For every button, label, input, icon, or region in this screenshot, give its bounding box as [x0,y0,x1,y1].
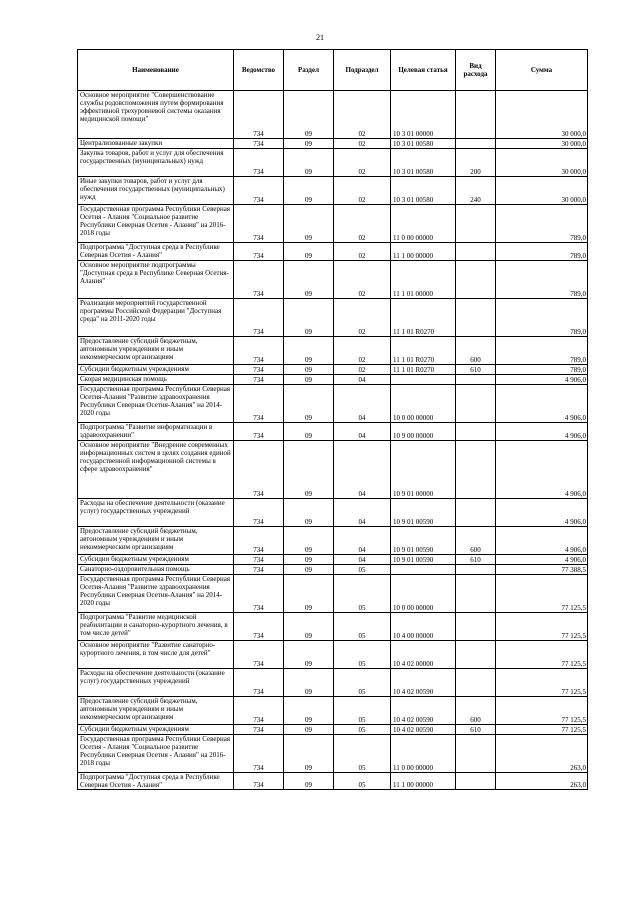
cell-vid-rashoda [456,669,496,697]
cell-podrazdel: 05 [334,641,391,669]
cell-podrazdel: 04 [334,385,391,423]
table-row [78,243,588,261]
table-row [78,725,588,735]
cell-celevaya-statya: 10 4 02 00000 [391,641,456,669]
cell-summa: 789,0 [496,243,588,261]
cell-razdel: 09 [284,139,334,149]
cell-vid-rashoda [456,499,496,527]
cell-celevaya-statya: 11 1 01 R0270 [391,337,456,365]
cell-summa: 4 906,0 [496,441,588,499]
cell-name: Расходы на обеспечение деятельности (оказание услуг) государственных учреждений [78,499,234,527]
cell-podrazdel: 04 [334,527,391,555]
cell-razdel: 09 [284,735,334,773]
cell-summa: 77 125,5 [496,725,588,735]
table-row [78,499,588,527]
cell-celevaya-statya: 10 0 00 00000 [391,575,456,613]
cell-razdel: 09 [284,423,334,441]
cell-name: Основное мероприятие "Развитие санаторно-курортного лечения, в том числе для детей" [78,641,234,669]
cell-celevaya-statya: 10 0 00 00000 [391,385,456,423]
cell-vid-rashoda [456,243,496,261]
cell-podrazdel: 02 [334,365,391,375]
cell-vedomstvo: 734 [234,575,284,613]
cell-razdel: 09 [284,261,334,299]
cell-name: Государственная программа Республики Северная Осетия-Алания "Развитие здравоохранения Республики Северная Осетия-Алания" на 2014-2020 годы [78,385,234,423]
cell-celevaya-statya: 10 4 00 00000 [391,613,456,641]
cell-vid-rashoda: 610 [456,365,496,375]
table-row [78,385,588,423]
cell-name: Закупка товаров, работ и услуг для обеспечения государственных (муниципальных) нужд [78,149,234,177]
cell-name: Основное мероприятие "Внедрение современных информационных систем в целях создания единой государственной информационной системы в сфере здравоохранения" [78,441,234,499]
cell-vid-rashoda [456,575,496,613]
cell-name: Реализация мероприятий государственной программы Российской Федерации "Доступная среда" на 2011-2020 годы [78,299,234,337]
cell-name: Государственная программа Республики Северная Осетия-Алания "Развитие здравоохранения Республики Северная Осетия-Алания" на 2014-2020 годы [78,575,234,613]
cell-razdel: 09 [284,177,334,205]
cell-podrazdel: 02 [334,177,391,205]
cell-celevaya-statya: 10 9 01 00590 [391,527,456,555]
cell-podrazdel: 05 [334,669,391,697]
cell-podrazdel: 05 [334,565,391,575]
cell-name: Субсидии бюджетным учреждениям [78,725,234,735]
table-row [78,91,588,139]
cell-celevaya-statya: 10 4 02 00590 [391,697,456,725]
cell-summa: 30 000,0 [496,177,588,205]
cell-podrazdel: 04 [334,441,391,499]
cell-vid-rashoda [456,139,496,149]
cell-vedomstvo: 734 [234,735,284,773]
cell-vid-rashoda: 600 [456,697,496,725]
cell-summa: 4 906,0 [496,527,588,555]
cell-vedomstvo: 734 [234,697,284,725]
cell-vid-rashoda [456,423,496,441]
cell-podrazdel: 02 [334,243,391,261]
table-row [78,555,588,565]
cell-podrazdel: 05 [334,613,391,641]
table-row [78,337,588,365]
table-row [78,773,588,790]
cell-razdel: 09 [284,555,334,565]
cell-vedomstvo: 734 [234,725,284,735]
cell-summa: 77 125,5 [496,697,588,725]
cell-summa: 4 906,0 [496,499,588,527]
cell-summa: 789,0 [496,365,588,375]
cell-name: Предоставление субсидий бюджетным, автономным учреждениям и иным некоммерческим организациям [78,337,234,365]
cell-podrazdel: 04 [334,555,391,565]
cell-summa: 77 125,5 [496,641,588,669]
table-row [78,575,588,613]
table-row [78,365,588,375]
cell-celevaya-statya: 10 3 01 00580 [391,149,456,177]
cell-razdel: 09 [284,499,334,527]
table-row [78,375,588,385]
cell-podrazdel: 05 [334,773,391,790]
cell-podrazdel: 04 [334,375,391,385]
cell-summa: 30 000,0 [496,91,588,139]
cell-podrazdel: 02 [334,149,391,177]
cell-name: Централизованные закупки [78,139,234,149]
cell-celevaya-statya: 11 0 00 00000 [391,735,456,773]
cell-vedomstvo: 734 [234,527,284,555]
cell-razdel: 09 [284,375,334,385]
cell-celevaya-statya: 11 1 00 00000 [391,773,456,790]
cell-vedomstvo: 734 [234,337,284,365]
cell-vid-rashoda [456,773,496,790]
cell-razdel: 09 [284,205,334,243]
cell-summa: 263,0 [496,773,588,790]
cell-razdel: 09 [284,527,334,555]
cell-podrazdel: 05 [334,575,391,613]
cell-podrazdel: 05 [334,725,391,735]
cell-vid-rashoda [456,375,496,385]
table-row [78,177,588,205]
cell-name: Государственная программа Республики Северная Осетия - Алания "Социальное развитие Республики Северная Осетия - Алания" на 2016-2018 годы [78,735,234,773]
cell-name: Субсидии бюджетным учреждениям [78,555,234,565]
cell-celevaya-statya: 11 1 01 R0270 [391,365,456,375]
cell-celevaya-statya [391,375,456,385]
cell-celevaya-statya: 10 9 01 00590 [391,555,456,565]
cell-podrazdel: 04 [334,423,391,441]
cell-vid-rashoda [456,299,496,337]
cell-razdel: 09 [284,385,334,423]
cell-razdel: 09 [284,91,334,139]
cell-summa: 77 125,5 [496,669,588,697]
cell-razdel: 09 [284,565,334,575]
cell-summa: 789,0 [496,205,588,243]
cell-vedomstvo: 734 [234,641,284,669]
cell-vid-rashoda [456,565,496,575]
cell-vedomstvo: 734 [234,441,284,499]
cell-vedomstvo: 734 [234,423,284,441]
cell-vedomstvo: 734 [234,669,284,697]
cell-razdel: 09 [284,641,334,669]
cell-podrazdel: 02 [334,139,391,149]
cell-vedomstvo: 734 [234,555,284,565]
cell-summa: 789,0 [496,299,588,337]
cell-razdel: 09 [284,365,334,375]
cell-summa: 77 388,5 [496,565,588,575]
cell-summa: 77 125,5 [496,575,588,613]
cell-razdel: 09 [284,669,334,697]
cell-summa: 263,0 [496,735,588,773]
table-row [78,139,588,149]
cell-razdel: 09 [284,725,334,735]
cell-name: Подпрограмма "Развитие медицинской реабилитации и санаторно-курортного лечения, в том числе детей" [78,613,234,641]
cell-vid-rashoda [456,641,496,669]
cell-vedomstvo: 734 [234,565,284,575]
cell-celevaya-statya [391,565,456,575]
cell-name: Основное мероприятие подпрограммы "Доступная среда в Республике Северная Осетия-Алания" [78,261,234,299]
cell-name: Предоставление субсидий бюджетным, автономным учреждениям и иным некоммерческим организациям [78,697,234,725]
table-row [78,565,588,575]
cell-vid-rashoda [456,441,496,499]
cell-vid-rashoda [456,205,496,243]
cell-razdel: 09 [284,575,334,613]
cell-vedomstvo: 734 [234,149,284,177]
cell-summa: 4 906,0 [496,555,588,565]
cell-razdel: 09 [284,697,334,725]
cell-podrazdel: 02 [334,337,391,365]
cell-name: Подпрограмма "Развитие информатизации в здравоохранении" [78,423,234,441]
header-vedomstvo: Ведомство [234,50,284,91]
cell-vid-rashoda: 200 [456,149,496,177]
cell-vid-rashoda [456,261,496,299]
cell-name: Субсидии бюджетным учреждениям [78,365,234,375]
cell-vid-rashoda: 610 [456,725,496,735]
cell-summa: 789,0 [496,337,588,365]
table-row [78,669,588,697]
cell-vedomstvo: 734 [234,613,284,641]
header-vid-rashoda: Вид расхода [456,50,496,91]
cell-vid-rashoda: 600 [456,527,496,555]
cell-name: Основное мероприятие "Совершенствование службы родовспоможения путем формирования эффективной трехуровневой системы оказания медицинской помощи" [78,91,234,139]
cell-vid-rashoda [456,91,496,139]
cell-razdel: 09 [284,441,334,499]
cell-summa: 30 000,0 [496,139,588,149]
cell-podrazdel: 02 [334,299,391,337]
cell-name: Государственная программа Республики Северная Осетия - Алания "Социальное развитие Республики Северная Осетия - Алания" на 2016-2018 годы [78,205,234,243]
table-row [78,423,588,441]
cell-vedomstvo: 734 [234,205,284,243]
cell-name: Предоставление субсидий бюджетным, автономным учреждениям и иным некоммерческим организациям [78,527,234,555]
cell-vid-rashoda [456,385,496,423]
table-row [78,641,588,669]
table-row [78,527,588,555]
cell-podrazdel: 02 [334,91,391,139]
cell-name: Иные закупки товаров, работ и услуг для обеспечения государственных (муниципальных) нужд [78,177,234,205]
cell-razdel: 09 [284,613,334,641]
cell-razdel: 09 [284,149,334,177]
table-row [78,299,588,337]
cell-celevaya-statya: 11 1 01 R0270 [391,299,456,337]
header-celevaya-statya: Целевая статья [391,50,456,91]
cell-vedomstvo: 734 [234,299,284,337]
cell-celevaya-statya: 11 1 01 00000 [391,261,456,299]
cell-summa: 4 906,0 [496,375,588,385]
cell-celevaya-statya: 11 1 00 00000 [391,243,456,261]
cell-vedomstvo: 734 [234,375,284,385]
header-summa: Сумма [496,50,588,91]
table-row [78,441,588,499]
cell-summa: 30 000,0 [496,149,588,177]
table-header-row [78,50,588,91]
header-name: Наименование [78,50,234,91]
cell-vedomstvo: 734 [234,261,284,299]
header-podrazdel: Подраздел [334,50,391,91]
cell-podrazdel: 04 [334,499,391,527]
cell-celevaya-statya: 10 4 02 00590 [391,725,456,735]
cell-vid-rashoda: 610 [456,555,496,565]
cell-razdel: 09 [284,337,334,365]
cell-celevaya-statya: 10 3 01 00580 [391,177,456,205]
cell-vedomstvo: 734 [234,139,284,149]
cell-vedomstvo: 734 [234,385,284,423]
cell-summa: 4 906,0 [496,385,588,423]
cell-name: Расходы на обеспечение деятельности (оказание услуг) государственных учреждений [78,669,234,697]
table-row [78,149,588,177]
cell-celevaya-statya: 10 3 01 00580 [391,139,456,149]
table-row [78,613,588,641]
cell-summa: 789,0 [496,261,588,299]
table-row [78,205,588,243]
cell-celevaya-statya: 10 9 00 00000 [391,423,456,441]
table-row [78,261,588,299]
cell-vedomstvo: 734 [234,773,284,790]
cell-vedomstvo: 734 [234,243,284,261]
cell-razdel: 09 [284,243,334,261]
cell-podrazdel: 02 [334,205,391,243]
cell-razdel: 09 [284,773,334,790]
cell-vedomstvo: 734 [234,91,284,139]
cell-celevaya-statya: 10 9 01 00000 [391,441,456,499]
cell-vid-rashoda [456,735,496,773]
cell-name: Подпрограмма "Доступная среда в Республике Северная Осетия - Алания" [78,773,234,790]
cell-name: Санаторно-оздоровительная помощь [78,565,234,575]
cell-razdel: 09 [284,299,334,337]
cell-celevaya-statya: 10 9 01 00590 [391,499,456,527]
header-razdel: Раздел [284,50,334,91]
cell-summa: 77 125,5 [496,613,588,641]
cell-vid-rashoda: 240 [456,177,496,205]
cell-podrazdel: 02 [334,261,391,299]
table-row [78,697,588,725]
cell-celevaya-statya: 10 4 02 00590 [391,669,456,697]
cell-name: Скорая медицинская помощь [78,375,234,385]
table-row [78,735,588,773]
cell-name: Подпрограмма "Доступная среда в Республике Северная Осетия - Алания" [78,243,234,261]
cell-vedomstvo: 734 [234,365,284,375]
cell-vedomstvo: 734 [234,499,284,527]
cell-summa: 4 906,0 [496,423,588,441]
cell-podrazdel: 05 [334,697,391,725]
cell-celevaya-statya: 11 0 00 00000 [391,205,456,243]
cell-vedomstvo: 734 [234,177,284,205]
budget-table [77,49,588,790]
cell-podrazdel: 05 [334,735,391,773]
cell-vid-rashoda [456,613,496,641]
cell-celevaya-statya: 10 3 01 00000 [391,91,456,139]
page-number: 21 [316,33,324,42]
cell-vid-rashoda: 600 [456,337,496,365]
